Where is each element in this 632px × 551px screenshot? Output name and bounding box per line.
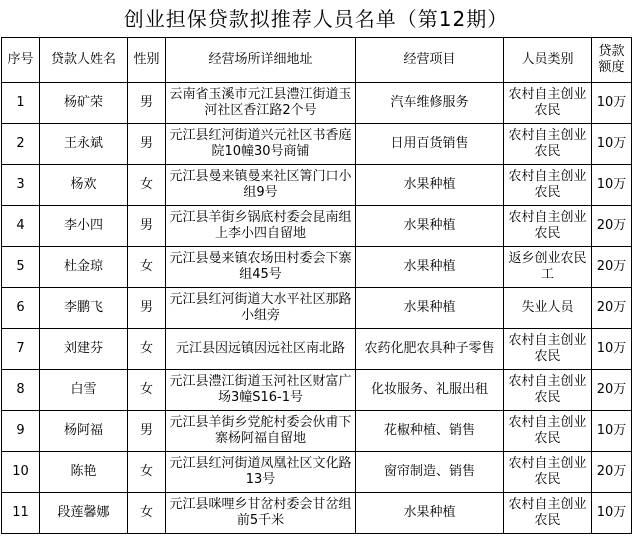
cell-gender: 女	[128, 247, 166, 288]
cell-amount: 10万	[592, 329, 632, 370]
table-row	[2, 206, 632, 247]
cell-name: 刘建芬	[40, 329, 128, 370]
cell-category: 农村自主创业农民	[504, 165, 592, 206]
cell-gender: 男	[128, 288, 166, 329]
cell-address: 元江县红河街道凤凰社区文化路13号	[166, 452, 356, 493]
cell-category: 失业人员	[504, 288, 592, 329]
cell-amount: 10万	[592, 411, 632, 452]
cell-amount: 10万	[592, 83, 632, 124]
cell-seq: 11	[2, 493, 40, 534]
cell-name: 段莲馨娜	[40, 493, 128, 534]
cell-address: 元江县红河街道兴元社区书香庭院10幢30号商铺	[166, 124, 356, 165]
cell-category: 农村自主创业农民	[504, 83, 592, 124]
cell-address: 元江县羊街乡党舵村委会伙甫下寨杨阿福自留地	[166, 411, 356, 452]
cell-category: 农村自主创业农民	[504, 452, 592, 493]
cell-seq: 5	[2, 247, 40, 288]
cell-business: 日用百货销售	[356, 124, 504, 165]
cell-seq: 9	[2, 411, 40, 452]
document-title: 创业担保贷款拟推荐人员名单（第12期）	[123, 7, 509, 31]
cell-name: 李鹏飞	[40, 288, 128, 329]
cell-address: 云南省玉溪市元江县澧江街道玉河社区香江路2个号	[166, 83, 356, 124]
cell-seq: 1	[2, 83, 40, 124]
cell-category: 返乡创业农民工	[504, 247, 592, 288]
table-row	[2, 247, 632, 288]
cell-category: 农村自主创业农民	[504, 206, 592, 247]
cell-gender: 女	[128, 452, 166, 493]
cell-business: 水果种植	[356, 288, 504, 329]
cell-gender: 女	[128, 370, 166, 411]
cell-amount: 20万	[592, 247, 632, 288]
cell-amount: 10万	[592, 165, 632, 206]
header-category: 人员类别	[504, 38, 592, 83]
cell-name: 陈艳	[40, 452, 128, 493]
cell-address: 元江县咪哩乡甘岔村委会甘岔组前5千米	[166, 493, 356, 534]
cell-name: 杜金琼	[40, 247, 128, 288]
cell-name: 杨阿福	[40, 411, 128, 452]
cell-gender: 男	[128, 411, 166, 452]
cell-category: 农村自主创业农民	[504, 329, 592, 370]
table-row	[2, 493, 632, 534]
cell-business: 水果种植	[356, 247, 504, 288]
table-row	[2, 288, 632, 329]
cell-gender: 男	[128, 124, 166, 165]
cell-address: 元江县曼来镇曼来社区箐门口小组9号	[166, 165, 356, 206]
table-row	[2, 83, 632, 124]
cell-amount: 20万	[592, 370, 632, 411]
cell-name: 王永斌	[40, 124, 128, 165]
cell-seq: 7	[2, 329, 40, 370]
cell-address: 元江县曼来镇农场田村委会下寨组45号	[166, 247, 356, 288]
cell-name: 杨欢	[40, 165, 128, 206]
cell-amount: 10万	[592, 493, 632, 534]
header-amount	[592, 38, 632, 83]
cell-seq: 4	[2, 206, 40, 247]
header-amount-line2: 额度	[598, 60, 625, 75]
cell-amount: 10万	[592, 124, 632, 165]
cell-business: 农药化肥农具种子零售	[356, 329, 504, 370]
table-row	[2, 329, 632, 370]
cell-gender: 女	[128, 493, 166, 534]
cell-name: 白雪	[40, 370, 128, 411]
cell-category: 农村自主创业农民	[504, 370, 592, 411]
cell-business: 花椒种植、销售	[356, 411, 504, 452]
cell-amount: 20万	[592, 288, 632, 329]
cell-seq: 10	[2, 452, 40, 493]
cell-seq: 6	[2, 288, 40, 329]
header-amount-line1: 贷款	[598, 44, 625, 59]
cell-name: 李小四	[40, 206, 128, 247]
table-row	[2, 370, 632, 411]
cell-address: 元江县红河街道大水平社区那路小组旁	[166, 288, 356, 329]
header-gender: 性别	[128, 38, 166, 83]
cell-amount: 20万	[592, 206, 632, 247]
cell-category: 农村自主创业农民	[504, 493, 592, 534]
header-name: 贷款人姓名	[40, 38, 128, 83]
cell-category: 农村自主创业农民	[504, 411, 592, 452]
cell-business: 汽车维修服务	[356, 83, 504, 124]
cell-business: 化妆服务、礼服出租	[356, 370, 504, 411]
header-seq: 序号	[2, 38, 40, 83]
table-header-row	[2, 38, 632, 83]
table-row	[2, 452, 632, 493]
cell-address: 元江县因远镇因远社区南北路	[166, 329, 356, 370]
table-row	[2, 411, 632, 452]
recommendation-table	[1, 37, 632, 534]
cell-seq: 8	[2, 370, 40, 411]
header-address: 经营场所详细地址	[166, 38, 356, 83]
cell-address: 元江县澧江街道玉河社区财富广场3幢S16-1号	[166, 370, 356, 411]
cell-business: 窗帘制造、销售	[356, 452, 504, 493]
cell-gender: 女	[128, 165, 166, 206]
table-row	[2, 124, 632, 165]
cell-business: 水果种植	[356, 206, 504, 247]
cell-gender: 男	[128, 83, 166, 124]
cell-category: 农村自主创业农民	[504, 124, 592, 165]
cell-seq: 2	[2, 124, 40, 165]
cell-gender: 女	[128, 329, 166, 370]
cell-gender: 男	[128, 206, 166, 247]
cell-business: 水果种植	[356, 493, 504, 534]
cell-address: 元江县羊街乡锅底村委会昆南组上李小四自留地	[166, 206, 356, 247]
cell-name: 杨矿荣	[40, 83, 128, 124]
table-row	[2, 165, 632, 206]
cell-seq: 3	[2, 165, 40, 206]
cell-business: 水果种植	[356, 165, 504, 206]
header-business: 经营项目	[356, 38, 504, 83]
cell-amount: 20万	[592, 452, 632, 493]
